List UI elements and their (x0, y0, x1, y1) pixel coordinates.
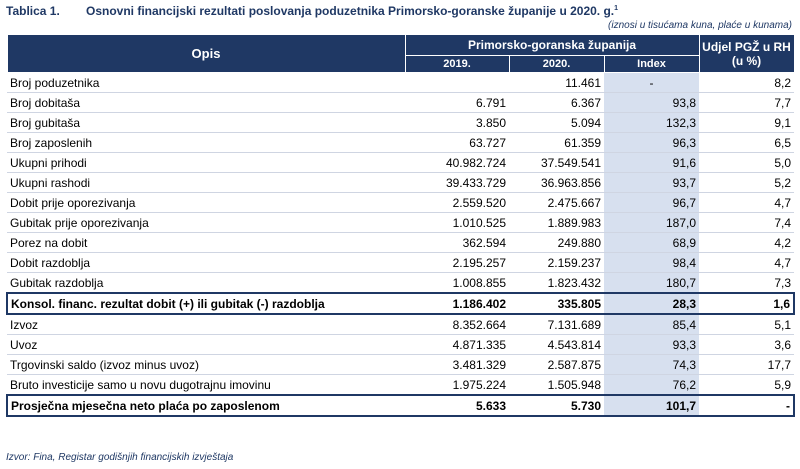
row-label: Porez na dobit (7, 233, 405, 253)
highlighted-row-consolidated-result (7, 293, 794, 314)
row-label: Broj dobitaša (7, 93, 405, 113)
cell-index: 74,3 (604, 355, 699, 375)
cell-2019: 5.633 (405, 395, 509, 416)
cell-index: 180,7 (604, 273, 699, 294)
table-title-text: Osnovni financijski rezultati poslovanja poduzetnika Primorsko-goranske županije u 2020. g. (86, 4, 615, 18)
header-index: Index (604, 56, 699, 73)
footnote-mark: 1 (614, 5, 619, 12)
cell-share: 3,6 (699, 335, 794, 355)
cell-2020: 6.367 (509, 93, 604, 113)
table-row (7, 273, 794, 294)
cell-share: 8,2 (699, 73, 794, 93)
cell-share: 4,7 (699, 193, 794, 213)
cell-2020: 2.587.875 (509, 355, 604, 375)
cell-2019: 362.594 (405, 233, 509, 253)
cell-share: 1,6 (699, 293, 794, 314)
cell-2020: 1.505.948 (509, 375, 604, 396)
cell-share: 7,4 (699, 213, 794, 233)
row-label: Broj poduzetnika (7, 73, 405, 93)
cell-share: 7,3 (699, 273, 794, 294)
row-label: Dobit razdoblja (7, 253, 405, 273)
row-label: Ukupni prihodi (7, 153, 405, 173)
cell-2020: 7.131.689 (509, 314, 604, 335)
row-label: Broj zaposlenih (7, 133, 405, 153)
table-row (7, 113, 794, 133)
cell-index: 85,4 (604, 314, 699, 335)
cell-index: 96,7 (604, 193, 699, 213)
cell-2020: 37.549.541 (509, 153, 604, 173)
cell-2020: 61.359 (509, 133, 604, 153)
cell-share: 5,2 (699, 173, 794, 193)
row-label: Gubitak prije oporezivanja (7, 213, 405, 233)
table-row (7, 213, 794, 233)
cell-share: 9,1 (699, 113, 794, 133)
cell-2020: 5.730 (509, 395, 604, 416)
cell-2020: 4.543.814 (509, 335, 604, 355)
cell-2020: 1.823.432 (509, 273, 604, 294)
table-row (7, 93, 794, 113)
cell-index: 96,3 (604, 133, 699, 153)
row-label: Dobit prije oporezivanja (7, 193, 405, 213)
row-label: Broj gubitaša (7, 113, 405, 133)
cell-2019: 39.433.729 (405, 173, 509, 193)
cell-share: - (699, 395, 794, 416)
cell-share: 4,7 (699, 253, 794, 273)
table-row (7, 375, 794, 396)
cell-2020: 2.159.237 (509, 253, 604, 273)
cell-index: 93,8 (604, 93, 699, 113)
table-row (7, 133, 794, 153)
cell-2019: 2.195.257 (405, 253, 509, 273)
cell-2019: 40.982.724 (405, 153, 509, 173)
header-opis: Opis (7, 35, 405, 73)
table-row (7, 335, 794, 355)
cell-2020: 36.963.856 (509, 173, 604, 193)
cell-2019: 4.871.335 (405, 335, 509, 355)
cell-share: 5,0 (699, 153, 794, 173)
cell-share: 4,2 (699, 233, 794, 253)
cell-share: 7,7 (699, 93, 794, 113)
table-number: Tablica 1. (6, 4, 60, 18)
row-label: Uvoz (7, 335, 405, 355)
row-label: Gubitak razdoblja (7, 273, 405, 294)
table-row (7, 253, 794, 273)
cell-2019: 63.727 (405, 133, 509, 153)
cell-index: 91,6 (604, 153, 699, 173)
row-label: Bruto investicije samo u novu dugotrajnu imovinu (7, 375, 405, 396)
cell-2020: 11.461 (509, 73, 604, 93)
cell-share: 17,7 (699, 355, 794, 375)
cell-2019: 1.010.525 (405, 213, 509, 233)
table-body (7, 73, 794, 417)
cell-index: 68,9 (604, 233, 699, 253)
header-year-2020: 2020. (509, 56, 604, 73)
cell-2019: 1.186.402 (405, 293, 509, 314)
cell-index: 132,3 (604, 113, 699, 133)
highlighted-row-average-salary (7, 395, 794, 416)
table-row (7, 153, 794, 173)
cell-share: 6,5 (699, 133, 794, 153)
cell-index: - (604, 73, 699, 93)
table-row (7, 314, 794, 335)
row-label: Konsol. financ. rezultat dobit (+) ili gubitak (-) razdoblja (7, 293, 405, 314)
row-label: Prosječna mjesečna neto plaća po zaposlenom (7, 395, 405, 416)
cell-2019: 1.975.224 (405, 375, 509, 396)
header-share: Udjel PGŽ u RH (u %) (699, 35, 794, 73)
cell-2020: 249.880 (509, 233, 604, 253)
table-title (6, 4, 618, 18)
cell-share: 5,9 (699, 375, 794, 396)
cell-2019: 1.008.855 (405, 273, 509, 294)
cell-2020: 1.889.983 (509, 213, 604, 233)
header-region: Primorsko-goranska županija (405, 35, 699, 56)
cell-share: 5,1 (699, 314, 794, 335)
cell-index: 93,7 (604, 173, 699, 193)
cell-2019: 8.352.664 (405, 314, 509, 335)
cell-index: 76,2 (604, 375, 699, 396)
cell-index: 98,4 (604, 253, 699, 273)
cell-2019: 3.850 (405, 113, 509, 133)
table-row (7, 233, 794, 253)
cell-2020: 335.805 (509, 293, 604, 314)
row-label: Izvoz (7, 314, 405, 335)
row-label: Ukupni rashodi (7, 173, 405, 193)
units-note: (iznosi u tisućama kuna, plaće u kunama) (608, 20, 792, 31)
table-row (7, 173, 794, 193)
cell-2019: 3.481.329 (405, 355, 509, 375)
table-row (7, 355, 794, 375)
table-row (7, 73, 794, 93)
cell-index: 101,7 (604, 395, 699, 416)
cell-2019: 2.559.520 (405, 193, 509, 213)
cell-2019 (405, 73, 509, 93)
cell-2019: 6.791 (405, 93, 509, 113)
row-label: Trgovinski saldo (izvoz minus uvoz) (7, 355, 405, 375)
cell-index: 93,3 (604, 335, 699, 355)
cell-index: 28,3 (604, 293, 699, 314)
financial-results-table (6, 34, 795, 417)
cell-2020: 5.094 (509, 113, 604, 133)
table-row (7, 193, 794, 213)
cell-index: 187,0 (604, 213, 699, 233)
cell-2020: 2.475.667 (509, 193, 604, 213)
source-note: Izvor: Fina, Registar godišnjih financijskih izvještaja (6, 452, 234, 463)
header-year-2019: 2019. (405, 56, 509, 73)
